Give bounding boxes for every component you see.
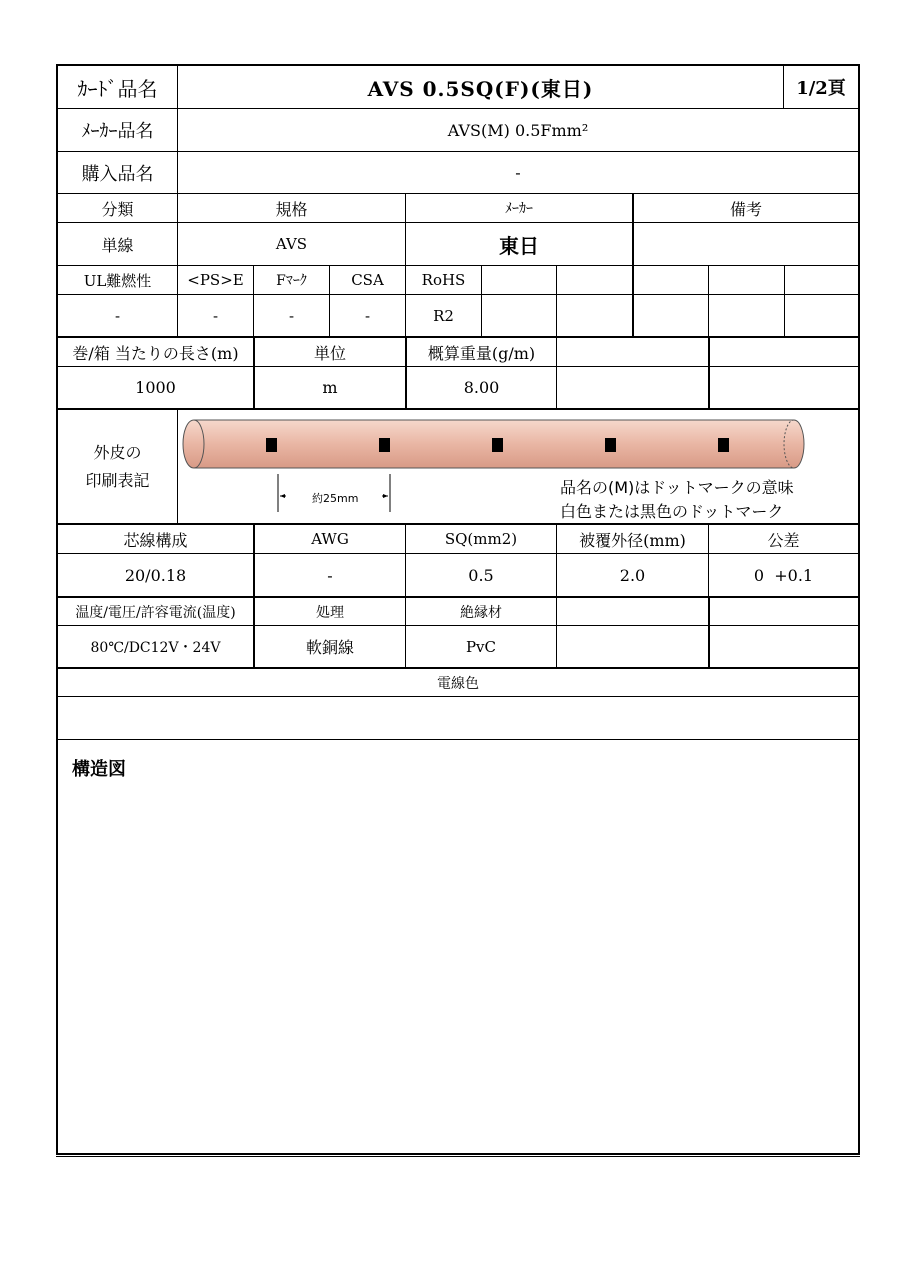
rule: [177, 408, 178, 523]
maker-header: ﾒｰｶｰ: [505, 201, 533, 217]
standard-header: 規格: [275, 199, 308, 219]
length-per-spool-value: 1000: [135, 378, 176, 397]
approx-weight-header: 概算重量(g/m): [427, 343, 536, 363]
csa-header: CSA: [351, 271, 384, 289]
strand-construction-value: 20/0.18: [124, 565, 187, 585]
print-marking-label: [58, 410, 177, 523]
ratings-header-blank: [710, 598, 858, 625]
wire-color-value: [58, 697, 858, 739]
length-per-spool-header: 巻/箱 当たりの長さ(m): [72, 343, 239, 363]
classification-header: 分類: [101, 199, 134, 219]
standards-header-blank: [785, 266, 858, 294]
rule: [56, 739, 860, 740]
standards-value-blank: [482, 295, 556, 336]
dot-mark: [718, 438, 729, 452]
standards-value-blank: [709, 295, 784, 336]
ratings-header-blank: [557, 598, 708, 625]
structure-diagram-area: [58, 790, 858, 1152]
print-note-line2: 白色または黒色のドットマーク: [560, 502, 784, 521]
unit-value: m: [322, 378, 338, 397]
classification-value: 単線: [101, 235, 134, 255]
outer-diameter-value: 2.0: [619, 565, 646, 585]
dot-mark: [492, 438, 503, 452]
sq-header: SQ(mm2): [444, 530, 518, 548]
spool-header-blank: [557, 338, 708, 366]
print-marking-label-line2: 印刷表記: [85, 470, 150, 490]
standards-value-blank: [634, 295, 708, 336]
standards-header-blank: [557, 266, 632, 294]
print-marking-label-line1: 外皮の: [93, 442, 142, 462]
sheet-bottom-rule: [56, 1156, 860, 1157]
f-mark-header: Fﾏｰｸ: [276, 273, 307, 289]
dot-mark: [605, 438, 616, 452]
maker-name-value: AVS(M) 0.5Fmm²: [447, 120, 589, 140]
treatment-value: 軟銅線: [305, 638, 354, 657]
card-name-label: ｶｰﾄﾞ品名: [77, 76, 158, 101]
outer-diameter-header: 被覆外径(mm): [579, 530, 686, 550]
csa-value: -: [364, 306, 371, 325]
tolerance-header: 公差: [767, 530, 800, 550]
rohs-header: RoHS: [421, 271, 466, 289]
approx-weight-value: 8.00: [463, 378, 500, 397]
insulation-value: PvC: [465, 637, 497, 656]
dot-mark: [266, 438, 277, 452]
spool-header-blank: [710, 338, 858, 366]
ul-flame-header: UL難燃性: [83, 271, 152, 290]
standards-value-blank: [785, 295, 858, 336]
sq-value: 0.5: [468, 565, 494, 585]
print-note-line1: 品名の(M)はドットマークの意味: [560, 478, 794, 497]
purchase-name-value: -: [515, 163, 521, 182]
temp-voltage-current-header: 温度/電圧/許容電流(温度): [75, 604, 236, 621]
pse-header: <PS>E: [187, 271, 244, 289]
dimension-label: 約25mm: [312, 492, 359, 505]
standards-header-blank: [634, 266, 708, 294]
remarks-header: 備考: [729, 199, 762, 219]
strand-construction-header: 芯線構成: [123, 530, 188, 550]
page-number: 1/2頁: [796, 78, 846, 99]
maker-name-label: ﾒｰｶｰ品名: [81, 121, 154, 142]
pse-value: -: [212, 306, 219, 325]
wire-color-header: 電線色: [437, 675, 479, 692]
standards-header-blank: [482, 266, 556, 294]
purchase-name-label: 購入品名: [81, 163, 154, 185]
standards-value-blank: [557, 295, 632, 336]
treatment-header: 処理: [316, 604, 344, 621]
spool-value-blank: [557, 367, 708, 408]
f-mark-value: -: [288, 306, 295, 325]
card-name-value: AVS 0.5SQ(F)(東日): [367, 76, 594, 101]
awg-header: AWG: [311, 530, 349, 548]
ratings-value-blank: [557, 626, 708, 667]
insulation-header: 絶縁材: [460, 604, 502, 621]
temp-voltage-current-value: 80℃/DC12V・24V: [90, 639, 221, 656]
ul-flame-value: -: [114, 306, 121, 325]
remarks-value: [634, 223, 858, 265]
unit-header: 単位: [313, 343, 346, 363]
awg-value: -: [327, 565, 333, 585]
structure-diagram-label: 構造図: [72, 759, 126, 780]
dot-mark: [379, 438, 390, 452]
ratings-value-blank: [710, 626, 858, 667]
rohs-value: R2: [433, 306, 454, 325]
tolerance-value: 0 +0.1: [753, 565, 814, 585]
standards-header-blank: [709, 266, 784, 294]
maker-value: 東日: [499, 233, 539, 258]
standard-value: AVS: [275, 235, 308, 253]
spool-value-blank: [710, 367, 858, 408]
